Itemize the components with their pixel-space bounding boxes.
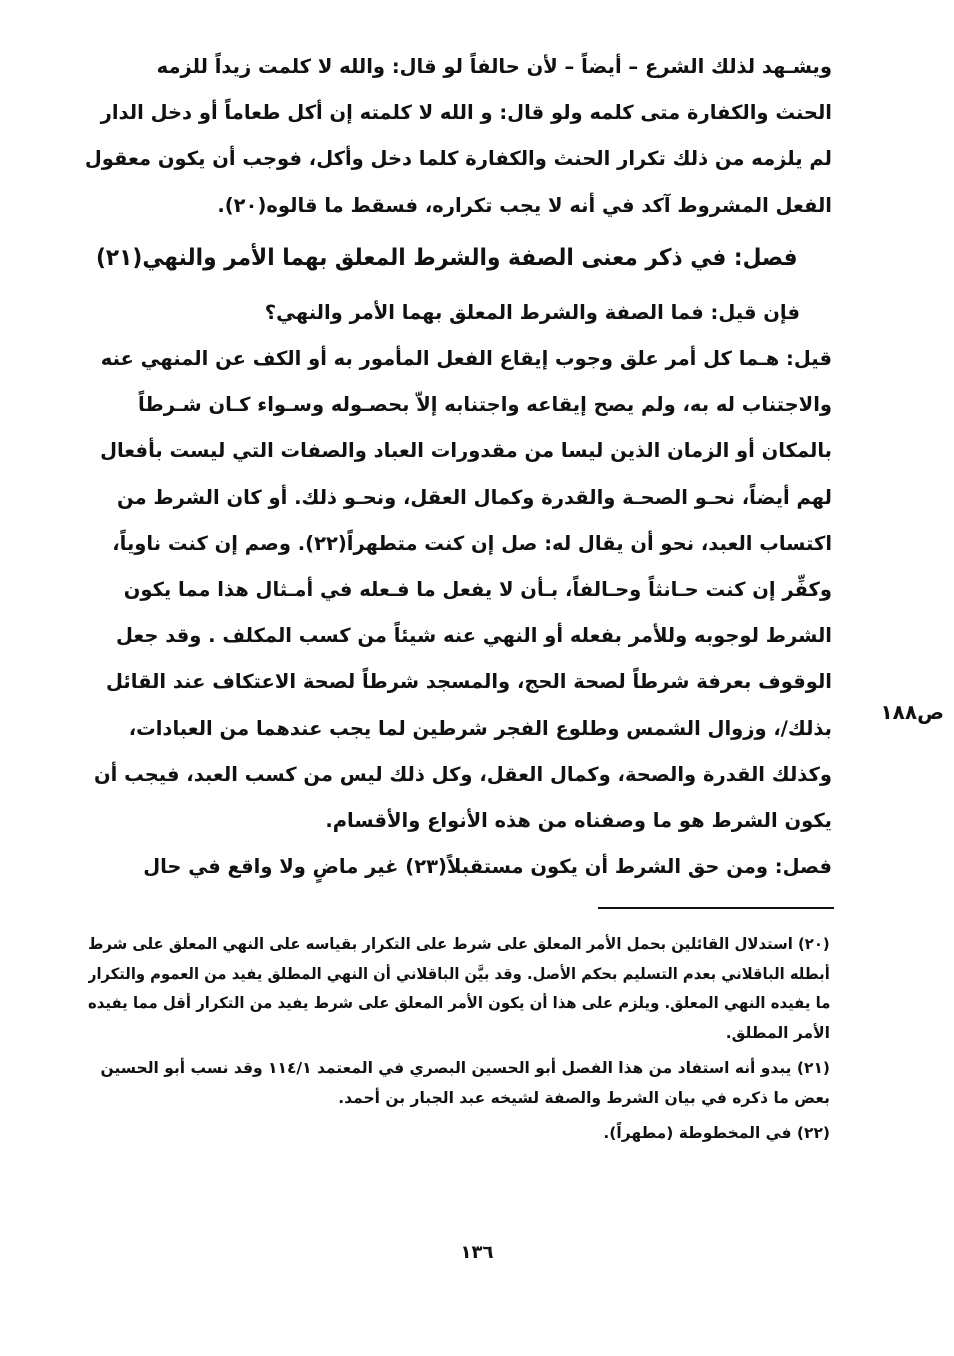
text-line: فصل: ومن حق الشرط أن يكون مستقبلاً(٢٣) غير ماضٍ ولا واقع في حال bbox=[143, 855, 832, 879]
text-line: قيل: هـما كل أمر علق وجوب إيقاع الفعل المأمور به أو الكف عن المنهي عنه bbox=[100, 347, 832, 370]
text-line: والاجتناب له به، ولم يصح إيقاعه واجتنابه إلاّ بحصـوله وسـواء كـان شـرطاً bbox=[138, 393, 832, 417]
text-line: بالمكان أو الزمان الذين ليسا من مقدورات العباد والصفات التي ليست بأفعال bbox=[100, 439, 832, 463]
footnote-line: الأمر المطلق. bbox=[725, 1023, 830, 1042]
page-number: ١٣٦ bbox=[460, 1242, 494, 1263]
text-line: ويشـهد لذلك الشرع – أيضاً – لأن حالفاً لو قال: والله لا كلمت زيداً للزمه bbox=[156, 55, 832, 78]
footnotes bbox=[88, 930, 830, 1155]
text-line: فإن قيل: فما الصفة والشرط المعلق بهما الأمر والنهي؟ bbox=[264, 301, 800, 324]
footnote-line: (٢٢) في المخطوطة (مطهراً). bbox=[603, 1124, 830, 1142]
paragraph-2 bbox=[80, 336, 832, 890]
footnote-21 bbox=[88, 1054, 830, 1113]
text-line: الوقوف بعرفة شرطاً لصحة الحج، والمسجد شرطاً لصحة الاعتكاف عند القائل bbox=[106, 670, 832, 694]
text-line: اكتساب العبد، نحو أن يقال له: صل إن كنت متطهراً(٢٢). وصم إن كنت ناوياً، bbox=[112, 531, 832, 555]
footnote-line: ما يفيده النهي المعلق. ويلزم على هذا أن يكون الأمر المعلق على شرط يفيد من التكرار أقل مما يفيده bbox=[88, 994, 830, 1012]
margin-page-reference: ص١٨٨ bbox=[880, 700, 944, 724]
footnote-20 bbox=[88, 930, 830, 1048]
footnote-line: بعض ما ذكره في بيان الشرط والصفة لشيخه عبد الجبار بن أحمد. bbox=[338, 1088, 830, 1107]
text-line: الشرط لوجوبه وللأمر بفعله أو النهي عنه شيئاً من كسب المكلف . وقد جعل bbox=[115, 624, 832, 648]
text-line: يكون الشرط هو ما وصفناه من هذه الأنواع والأقسام. bbox=[325, 808, 832, 832]
question-line bbox=[120, 290, 800, 336]
section-title: فصل: في ذكر معنى الصفة والشرط المعلق بهما الأمر والنهي(٢١) bbox=[96, 245, 798, 271]
text-line: الفعل المشروط آكد في أنه لا يجب تكراره، فسقط ما قالوه(٢٠). bbox=[217, 193, 832, 217]
text-line: الحنث والكفارة متى كلمه ولو قال: و الله لا كلمته إن أكل طعاماً أو دخل الدار bbox=[100, 101, 832, 125]
footnote-line: (٢٠) استدلال القائلين بحمل الأمر المعلق على شرط على التكرار بقياسه على النهي المعلق على شرط bbox=[88, 935, 830, 953]
footnote-line: أبطله الباقلاني بعدم التسليم بحكم الأصل. وقد بيَّن الباقلاني أن النهي المطلق يفيد من العموم والتكرار bbox=[88, 964, 830, 983]
footnote-divider bbox=[598, 907, 834, 909]
text-line: لهم أيضاً، نحـو الصحـة والقدرة وكمال العقل، ونحـو ذلك. أو كان الشرط من bbox=[117, 485, 832, 509]
text-line: لم يلزمه من ذلك تكرار الحنث والكفارة كلما دخل وأكل، فوجب أن يكون معقول bbox=[84, 147, 832, 171]
text-line: وكفِّر إن كنت حـانثاً وحـالفاً، بـأن لا يفعل ما فـعله في أمـثال هذا مما يكون bbox=[123, 577, 832, 601]
footnote-22 bbox=[88, 1119, 830, 1149]
paragraph-1 bbox=[80, 44, 832, 229]
footnote-line: (٢١) يبدو أنه استفاد من هذا الفصل أبو الحسين البصري في المعتمد ١١٤/١ وقد نسب أبو الحسين bbox=[100, 1059, 830, 1077]
text-line: بذلك/، وزوال الشمس وطلوع الفجر شرطين لما يجب عندهما من العبادات، bbox=[128, 716, 832, 740]
text-line: وكذلك القدرة والصحة، وكمال العقل، وكل ذلك ليس من كسب العبد، فيجب أن bbox=[93, 762, 832, 786]
